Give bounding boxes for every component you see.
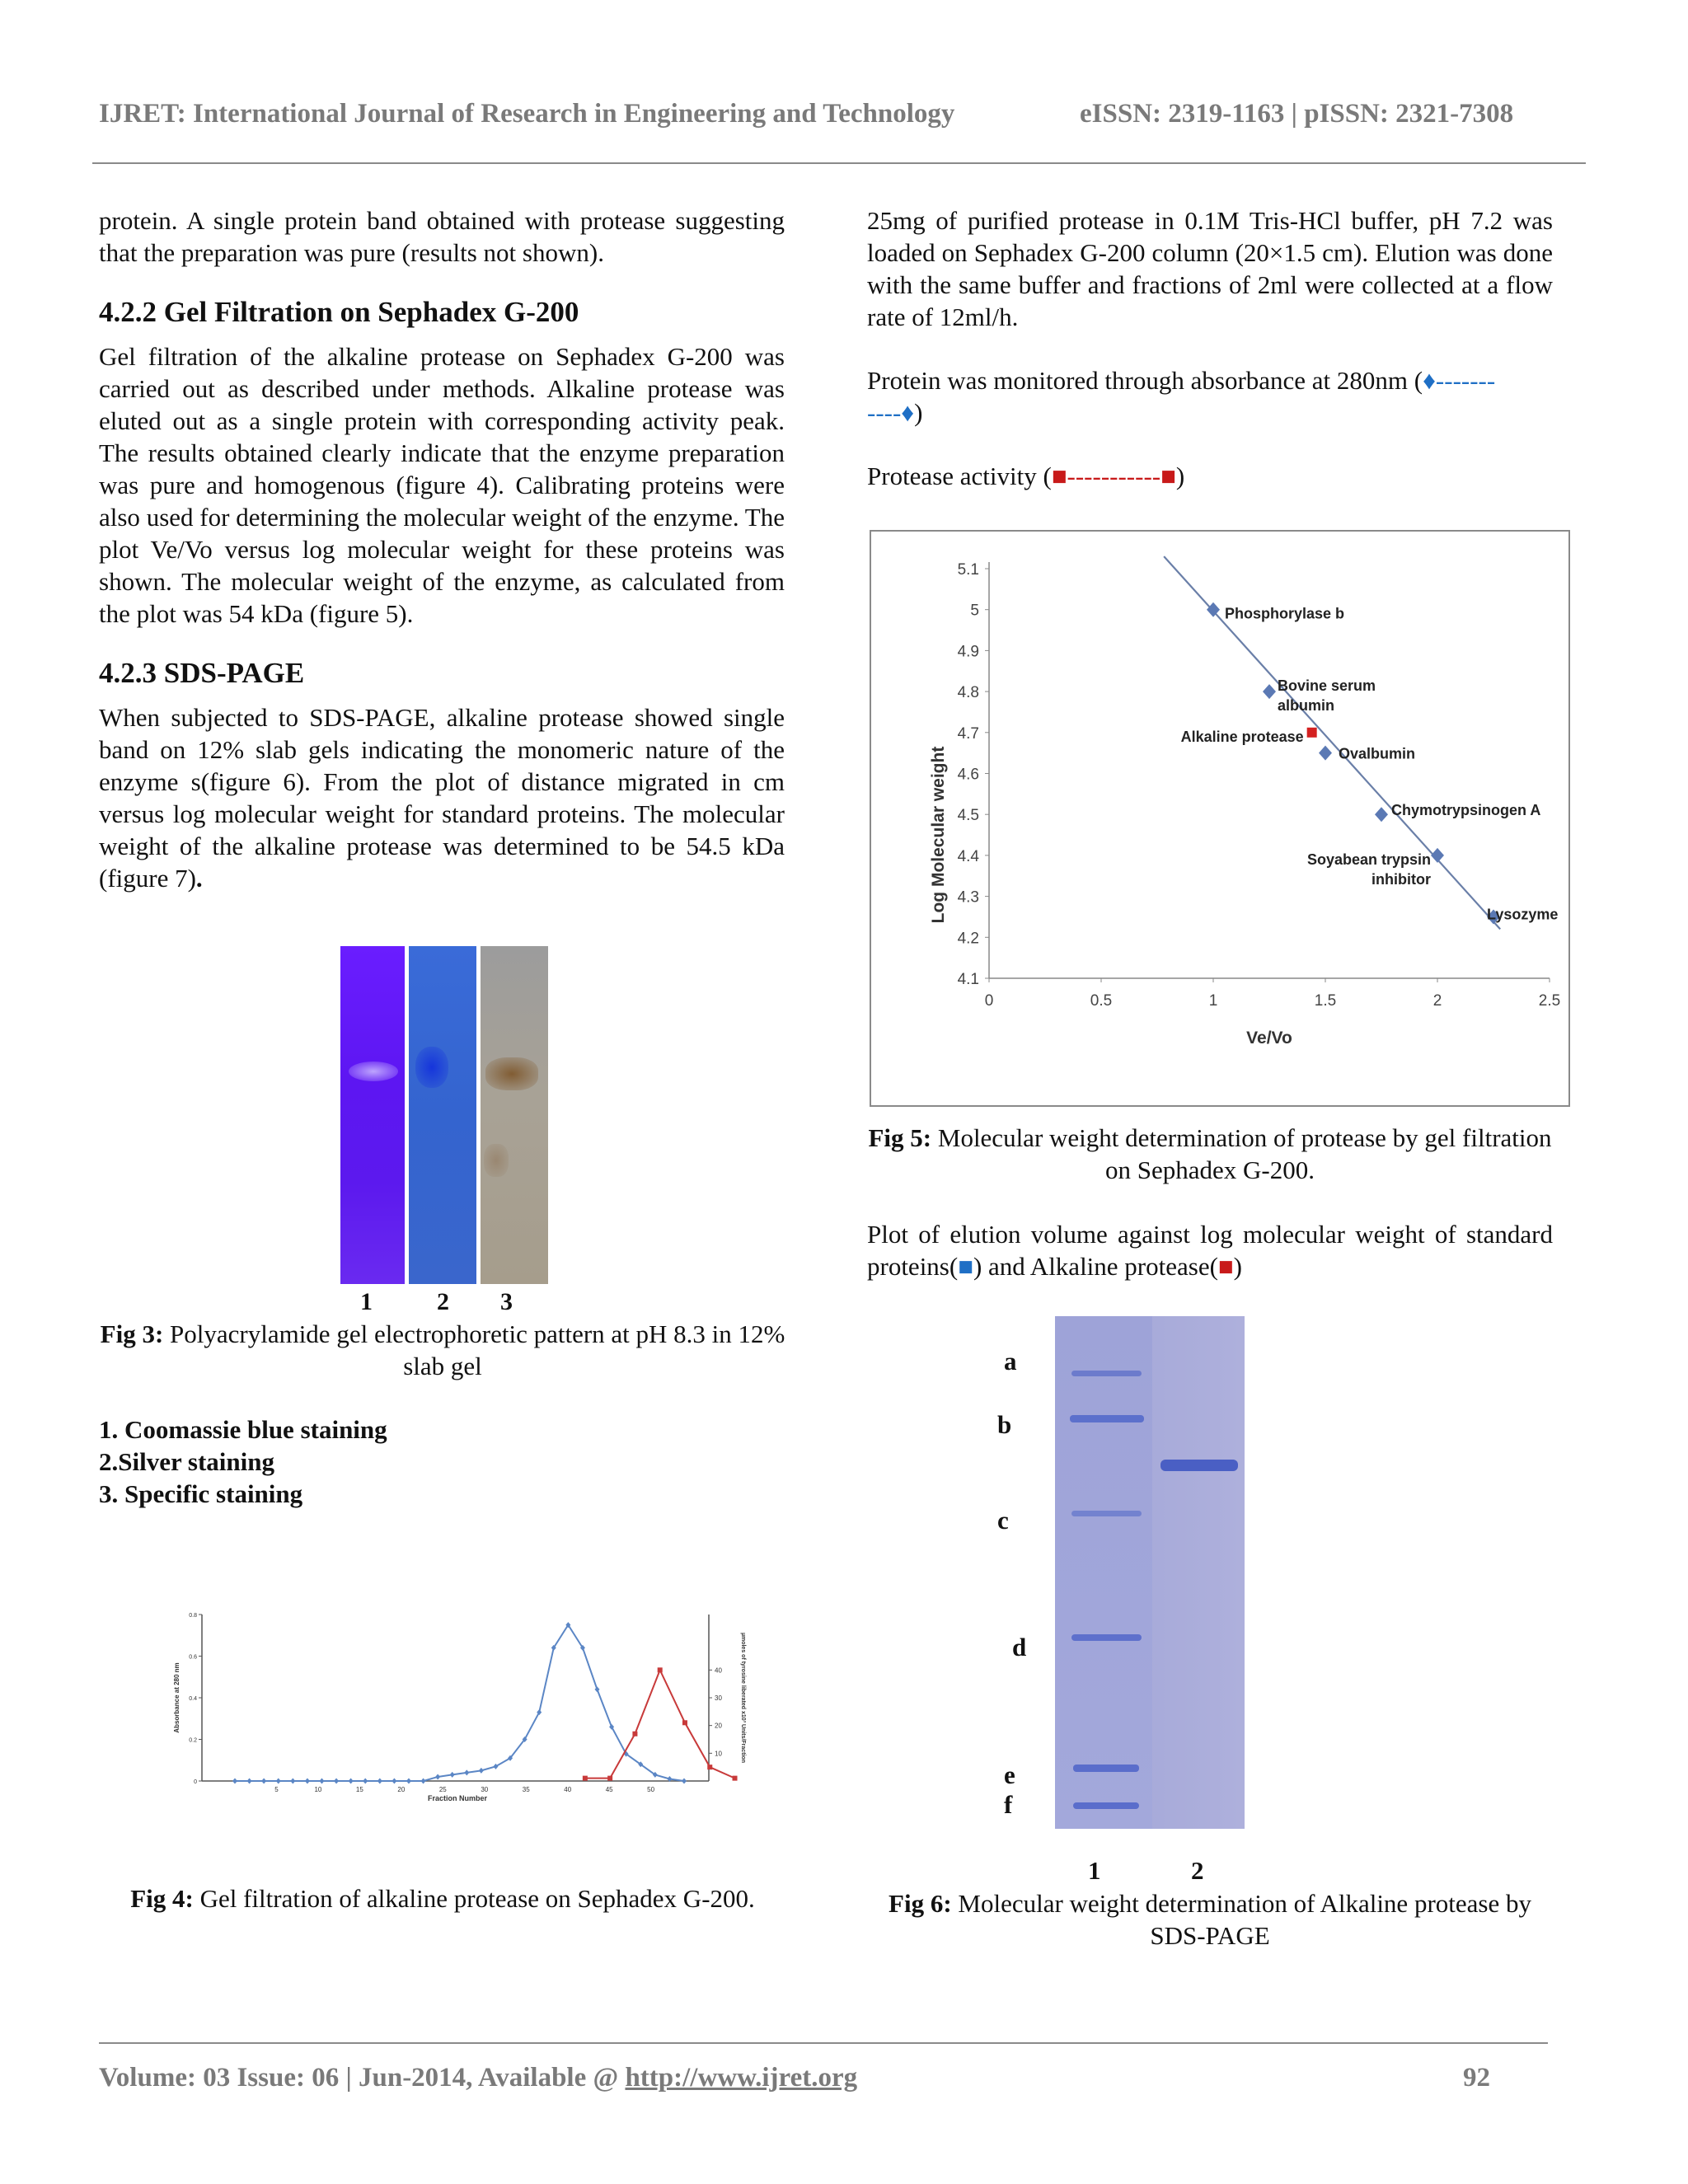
fig4-absorbance-point <box>595 1686 600 1692</box>
fig4-xtick-label: 40 <box>564 1786 572 1793</box>
fig5-xtick-label: 0.5 <box>1090 992 1113 1010</box>
fig5-label-soyabean-trypsin-inhibitor: Soyabean trypsin <box>1306 851 1431 868</box>
fig4-x-label: Fraction Number <box>427 1794 488 1802</box>
marker-band-b <box>1070 1415 1144 1422</box>
fig4-series-line-1 <box>235 1625 684 1781</box>
fig4-activity-point <box>707 1765 712 1769</box>
fig3-caption <box>92 1318 793 1382</box>
absorbance-legend-a: ♦------- <box>1423 366 1496 395</box>
fig4-absorbance-point <box>450 1772 455 1778</box>
fig6-lane-label-1: 1 <box>1088 1856 1101 1885</box>
fig5-ytick-label: 5 <box>970 602 979 620</box>
fig6-caption <box>867 1887 1553 1952</box>
elution-plot-paragraph <box>867 1218 1553 1282</box>
protein-monitor-paragraph <box>867 364 1553 429</box>
fig4-ytick-label: 0.8 <box>189 1613 197 1619</box>
fig4-absorbance-point <box>479 1768 484 1774</box>
fig4-absorbance-point <box>305 1779 310 1784</box>
fig5-ytick-label: 4.3 <box>957 888 979 907</box>
fig4-y-label: Absorbance at 280 nm <box>173 1662 181 1733</box>
absorbance-legend-b: ----♦ <box>867 398 915 427</box>
fig4-xtick-label: 20 <box>397 1786 406 1793</box>
fig4-y2tick-label: 40 <box>715 1666 722 1675</box>
fig4-series-line-2 <box>585 1670 735 1778</box>
activity-legend: ■-----------■ <box>1051 462 1176 490</box>
fig4-xtick-label: 30 <box>481 1786 489 1793</box>
fig5-ytick-label: 4.4 <box>957 847 979 865</box>
fig5-label-chymotrypsinogen-a: Chymotrypsinogen A <box>1391 802 1541 819</box>
footer-rule <box>99 2042 1548 2044</box>
fig4-y2tick-label: 30 <box>715 1694 722 1702</box>
fig5-ytick-label: 4.6 <box>957 766 979 784</box>
marker-band-d <box>1071 1634 1142 1641</box>
fig4-activity-point <box>607 1776 612 1781</box>
fig5-label-bovine-serum-albumin: Bovine serum <box>1278 677 1376 695</box>
fig4-activity-point <box>583 1776 588 1781</box>
fig5-xtick-label: 2 <box>1432 992 1442 1010</box>
fig3-lane-label-1: 1 <box>360 1288 373 1315</box>
left-column <box>99 204 785 894</box>
fig4-absorbance-point <box>319 1779 324 1784</box>
protein-monitor-close: ) <box>914 398 923 427</box>
sds-page-period: . <box>195 864 203 893</box>
marker-band-c <box>1071 1511 1142 1516</box>
fig4-xtick-label: 45 <box>605 1786 613 1793</box>
stain-item-2: 2.Silver staining <box>99 1447 275 1476</box>
fig3-lane-2-silver <box>409 946 476 1284</box>
fig4-absorbance-point <box>276 1779 281 1784</box>
right-column <box>867 204 1553 492</box>
fig5-ytick-label: 4.5 <box>957 807 979 825</box>
fig4-ytick-label: 0.4 <box>189 1696 197 1702</box>
fig4-y2tick-label: 20 <box>715 1722 722 1730</box>
stain-item-3: 3. Specific staining <box>99 1479 303 1508</box>
sds-page-text: When subjected to SDS-PAGE, alkaline protease showed single band on 12% slab gels indicating the monomeric nature of the enzyme s(figure 6). From the plot of distance migrated in cm versus log molecular weight for standard proteins. The molecular weight of the alkaline protease was determined to be 54.5 kDa (figure 7) <box>99 703 785 893</box>
fig5-caption-text: Molecular weight determination of protease by gel filtration on Sephadex G-200. <box>937 1123 1552 1184</box>
protease-activity-paragraph <box>867 460 1553 492</box>
fig5-x-label: Ve/Vo <box>1246 1029 1292 1047</box>
marker-label-d: d <box>1012 1633 1027 1661</box>
marker-label-f: f <box>1004 1790 1013 1819</box>
fig5-ytick-label: 4.2 <box>957 930 979 948</box>
fig4-absorbance-point <box>377 1779 382 1784</box>
journal-link[interactable]: http://www.ijret.org <box>625 2063 858 2093</box>
fig6-lane-1 <box>1055 1316 1152 1829</box>
marker-label-a: a <box>1004 1347 1017 1376</box>
fig5-xtick-label: 1.5 <box>1314 992 1337 1010</box>
fig5-label-lysozyme: Lysozyme <box>1487 906 1559 923</box>
sample-marker: ■ <box>1217 1252 1234 1281</box>
fig5-ytick-label: 4.9 <box>957 643 979 661</box>
journal-title: IJRET: International Journal of Research in Engineering and Technology <box>99 99 955 129</box>
issn-label: eISSN: 2319-1163 | pISSN: 2321-7308 <box>1080 99 1514 129</box>
fig3-label: Fig 3: <box>100 1319 164 1348</box>
marker-band-a <box>1071 1371 1142 1376</box>
protease-activity-text: Protease activity ( <box>867 462 1052 490</box>
fig4-absorbance-point <box>261 1779 266 1784</box>
gel-filtration-paragraph: Gel filtration of the alkaline protease on Sephadex G-200 was carried out as described under methods. Alkaline protease was eluted out as a single protein with corresponding activity peak. The results obtained clearly indicate that the enzyme preparation was pure and homogenous (figure 4). Calibrating proteins were also used for determining the molecular weight of the enzyme. The plot Ve/Vo versus log molecular weight for these proteins was shown. The molecular weight of the enzyme, as calculated from the plot was 54 kDa (figure 5). <box>99 342 785 628</box>
fig5-label-soyabean-trypsin-inhibitor: inhibitor <box>1372 870 1431 888</box>
standard-marker: ■ <box>958 1252 973 1281</box>
fig4-ytick-label: 0 <box>194 1779 197 1785</box>
marker-band-f <box>1073 1802 1139 1809</box>
fig5-label-alkaline-protease: Alkaline protease <box>1180 728 1304 745</box>
footer-volume-text: Volume: 03 Issue: 06 | Jun-2014, Available @ <box>99 2063 626 2093</box>
fig4-label: Fig 4: <box>130 1884 194 1913</box>
fig4-xtick-label: 5 <box>274 1786 279 1793</box>
fig3-lane-3-specific <box>481 946 548 1284</box>
fig4-absorbance-point <box>232 1779 237 1784</box>
fig6-caption-text: Molecular weight determination of Alkaline protease by SDS-PAGE <box>958 1889 1531 1950</box>
fig4-caption-text: Gel filtration of alkaline protease on Sephadex G-200. <box>199 1884 755 1913</box>
fig4-activity-point <box>682 1720 687 1725</box>
marker-label-b: b <box>997 1410 1012 1439</box>
fig5-xtick-label: 2.5 <box>1538 992 1561 1010</box>
gel-filtration-heading: 4.2.2 Gel Filtration on Sephadex G-200 <box>99 296 579 328</box>
fig5-label-phosphorylase-b: Phosphorylase b <box>1225 605 1345 622</box>
fig4-y2-label: µmoles of tyrosine liberated x10³ Units/Fraction <box>740 1632 746 1764</box>
fig4-xtick-label: 35 <box>522 1786 530 1793</box>
elution-text-b: ) and Alkaline protease( <box>973 1252 1218 1281</box>
header-rule <box>92 162 1586 164</box>
fig5-ytick-label: 4.7 <box>957 724 979 743</box>
fig5-chart <box>870 530 1570 1107</box>
fig5-caption <box>867 1122 1553 1186</box>
fig3-lane-label-3: 3 <box>500 1288 513 1315</box>
sds-page-heading: 4.2.3 SDS-PAGE <box>99 657 305 689</box>
fig4-absorbance-point <box>349 1779 354 1784</box>
fig4-ytick-label: 0.6 <box>189 1654 197 1661</box>
fig5-label-bovine-serum-albumin: albumin <box>1278 697 1335 715</box>
fig5-ytick-label: 4.8 <box>957 684 979 702</box>
marker-label-e: e <box>1004 1760 1015 1789</box>
fig5-label: Fig 5: <box>868 1123 932 1152</box>
fig5-ytick-label: 5.1 <box>957 561 979 579</box>
fig4-absorbance-point <box>334 1779 339 1784</box>
fig4-xtick-label: 25 <box>438 1786 447 1793</box>
fig4-absorbance-point <box>392 1779 396 1784</box>
fig5-xtick-label: 1 <box>1208 992 1218 1010</box>
fig4-xtick-label: 15 <box>355 1786 363 1793</box>
protease-activity-close: ) <box>1175 462 1185 490</box>
footer-volume <box>99 2063 857 2093</box>
protease-band <box>1160 1460 1238 1471</box>
method-paragraph: 25mg of purified protease in 0.1M Tris-HCl buffer, pH 7.2 was loaded on Sephadex G-200 column (20×1.5 cm). Elution was done with the same buffer and fractions of 2ml were collected at a flow rate of 12ml/h. <box>867 206 1553 331</box>
fig6-label: Fig 6: <box>889 1889 952 1918</box>
fig4-absorbance-point <box>493 1764 498 1769</box>
fig4-activity-point <box>733 1776 738 1781</box>
sds-page-paragraph <box>99 701 785 894</box>
fig6-gel <box>1055 1316 1245 1829</box>
fig4-activity-point <box>658 1667 663 1672</box>
fig4-absorbance-point <box>682 1779 687 1784</box>
fig4-y2tick-label: 10 <box>715 1750 722 1758</box>
protein-monitor-text: Protein was monitored through absorbance at 280nm ( <box>867 366 1423 395</box>
fig3-caption-text: Polyacrylamide gel electrophoretic pattern at pH 8.3 in 12% slab gel <box>170 1319 785 1380</box>
staining-list <box>99 1413 387 1510</box>
marker-band-e <box>1073 1765 1139 1772</box>
fig6-lane-label-2: 2 <box>1191 1856 1204 1885</box>
elution-text-c: ) <box>1233 1252 1242 1281</box>
fig4-xtick-label: 10 <box>314 1786 322 1793</box>
fig4-absorbance-point <box>406 1779 411 1784</box>
fig4-activity-point <box>632 1732 637 1736</box>
fig4-absorbance-point <box>464 1769 469 1775</box>
fig5-ytick-label: 4.1 <box>957 971 979 988</box>
fig5-y-label: Log Molecular weight <box>929 746 948 924</box>
fig4-ytick-label: 0.2 <box>189 1737 197 1744</box>
fig4-absorbance-point <box>363 1779 368 1784</box>
elution-text-a: Plot of elution volume against log molecular weight of standard proteins( <box>867 1220 1553 1281</box>
fig4-chart <box>161 1603 754 1809</box>
fig4-caption <box>92 1882 793 1915</box>
fig4-absorbance-point <box>435 1774 440 1779</box>
intro-paragraph: protein. A single protein band obtained with protease suggesting that the preparation was pure (results not shown). <box>99 206 785 267</box>
fig4-absorbance-point <box>421 1779 426 1784</box>
fig3-lane-label-2: 2 <box>437 1288 449 1315</box>
page-number: 92 <box>1463 2063 1490 2093</box>
fig5-point-alkaline-protease <box>1307 728 1317 738</box>
fig4-absorbance-point <box>247 1779 252 1784</box>
fig5-label-ovalbumin: Ovalbumin <box>1339 745 1416 762</box>
fig4-absorbance-point <box>290 1779 295 1784</box>
fig3-lane-1-coomassie <box>340 946 405 1284</box>
stain-item-1: 1. Coomassie blue staining <box>99 1415 387 1444</box>
fig5-xtick-label: 0 <box>984 992 994 1010</box>
fig4-xtick-label: 50 <box>647 1786 655 1793</box>
marker-label-c: c <box>997 1506 1009 1535</box>
